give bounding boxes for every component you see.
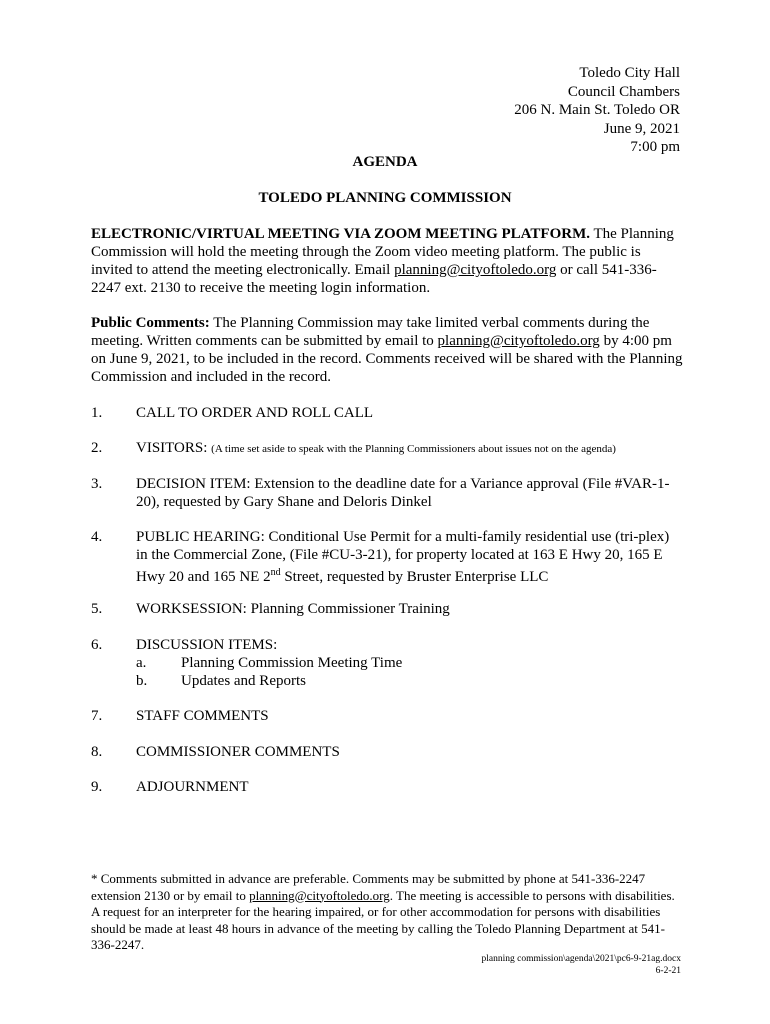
public-comments-text-end: by 4:00 pm on June 9, 2021, to be included in the record. Comments received will be shared with the Planning Commission and included in the record. bbox=[91, 333, 683, 385]
agenda-item bbox=[91, 600, 683, 618]
agenda-item bbox=[91, 707, 683, 725]
sub-item bbox=[136, 672, 683, 690]
location-room: Council Chambers bbox=[567, 83, 680, 100]
electronic-meeting-paragraph bbox=[91, 225, 683, 297]
agenda-item bbox=[91, 404, 683, 422]
item-text: ADJOURNMENT bbox=[136, 779, 249, 795]
file-date: 6-2-21 bbox=[655, 966, 681, 976]
item-text: WORKSESSION: Planning Commissioner Training bbox=[136, 601, 450, 617]
item-number: 5. bbox=[91, 601, 103, 617]
item-number: 2. bbox=[91, 440, 103, 456]
sub-item-letter: a. bbox=[136, 655, 147, 671]
public-comments-text: The Planning Commission may take limited verbal comments during the meeting. Written comments can be submitted by email to bbox=[91, 315, 650, 349]
public-comments-paragraph bbox=[91, 314, 683, 386]
file-reference bbox=[482, 953, 681, 977]
agenda-item bbox=[91, 439, 683, 458]
email-link[interactable]: planning@cityoftoledo.org bbox=[437, 333, 600, 349]
meeting-date: June 9, 2021 bbox=[603, 120, 680, 137]
email-link[interactable]: planning@cityoftoledo.org bbox=[249, 887, 390, 903]
electronic-meeting-text-end: or call 541-336-2247 ext. 2130 to receive the meeting login information. bbox=[91, 262, 657, 296]
meeting-location-block bbox=[514, 64, 680, 157]
visitors-note: (A time set aside to speak with the Planning Commissioners about issues not on the agenda) bbox=[211, 443, 616, 455]
footnote-text: * Comments submitted in advance are preferable. Comments may be submitted by phone at 541-336-2247 extension 2130 or by email to bbox=[91, 871, 646, 903]
location-street: 206 N. Main St. Toledo OR bbox=[514, 102, 680, 118]
electronic-meeting-text: The Planning Commission will hold the meeting through the Zoom video meeting platform. The public is invited to attend the meeting electronically. Email bbox=[91, 226, 674, 278]
public-hearing-text-end: Street, requested by Bruster Enterprise LLC bbox=[280, 569, 549, 585]
item-number: 9. bbox=[91, 779, 103, 795]
item-number: 7. bbox=[91, 708, 103, 724]
item-number: 1. bbox=[91, 405, 103, 421]
public-comments-lead: Public Comments: bbox=[91, 315, 210, 331]
footnote-text-end: . The meeting is accessible to persons with disabilities. A request for an interpreter for the hearing impaired, or for other accommodation for persons with disabilities should be made at least 48 hours in advance of the meeting by calling the Toledo Planning Department at 541-336-2247. bbox=[91, 887, 675, 952]
visitors-label: VISITORS: bbox=[136, 440, 212, 456]
agenda-item bbox=[91, 636, 683, 690]
file-path: planning commission\agenda\2021\pc6-9-21ag.docx bbox=[481, 954, 681, 964]
item-number: 3. bbox=[91, 476, 103, 492]
agenda-heading: AGENDA bbox=[352, 154, 418, 170]
agenda-item bbox=[91, 528, 683, 586]
item-text: COMMISSIONER COMMENTS bbox=[136, 744, 340, 760]
item-number: 6. bbox=[91, 637, 103, 653]
meeting-time: 7:00 pm bbox=[630, 139, 680, 155]
item-text: DECISION ITEM: Extension to the deadline date for a Variance approval (File #VAR-1-20), requested by Gary Shane and Deloris Dinkel bbox=[136, 476, 670, 510]
location-name: Toledo City Hall bbox=[579, 65, 680, 81]
item-text: STAFF COMMENTS bbox=[136, 708, 269, 724]
sub-item-text: Planning Commission Meeting Time bbox=[181, 655, 403, 671]
sub-item bbox=[136, 654, 683, 672]
item-number: 8. bbox=[91, 744, 103, 760]
agenda-item bbox=[91, 778, 683, 796]
agenda-item bbox=[91, 475, 683, 511]
ordinal-suffix: nd bbox=[270, 567, 281, 578]
item-number: 4. bbox=[91, 529, 103, 545]
item-text: DISCUSSION ITEMS: bbox=[136, 637, 278, 653]
email-link[interactable]: planning@cityoftoledo.org bbox=[394, 262, 557, 278]
sub-item-letter: b. bbox=[136, 673, 148, 689]
public-hearing-text: PUBLIC HEARING: Conditional Use Permit for a multi-family residential use (tri-plex) in the Commercial Zone, (File #CU-3-21), for property located at 163 E Hwy 20, 165 E Hwy 20 and 165 NE 2 bbox=[136, 529, 670, 585]
item-text bbox=[136, 439, 683, 458]
electronic-meeting-lead: ELECTRONIC/VIRTUAL MEETING VIA ZOOM MEETING PLATFORM. bbox=[91, 226, 590, 242]
agenda-item bbox=[91, 743, 683, 761]
item-text bbox=[136, 528, 683, 586]
item-text: CALL TO ORDER AND ROLL CALL bbox=[136, 405, 374, 421]
footnote bbox=[91, 871, 683, 954]
sub-item-text: Updates and Reports bbox=[181, 673, 306, 689]
commission-heading: TOLEDO PLANNING COMMISSION bbox=[258, 190, 512, 206]
